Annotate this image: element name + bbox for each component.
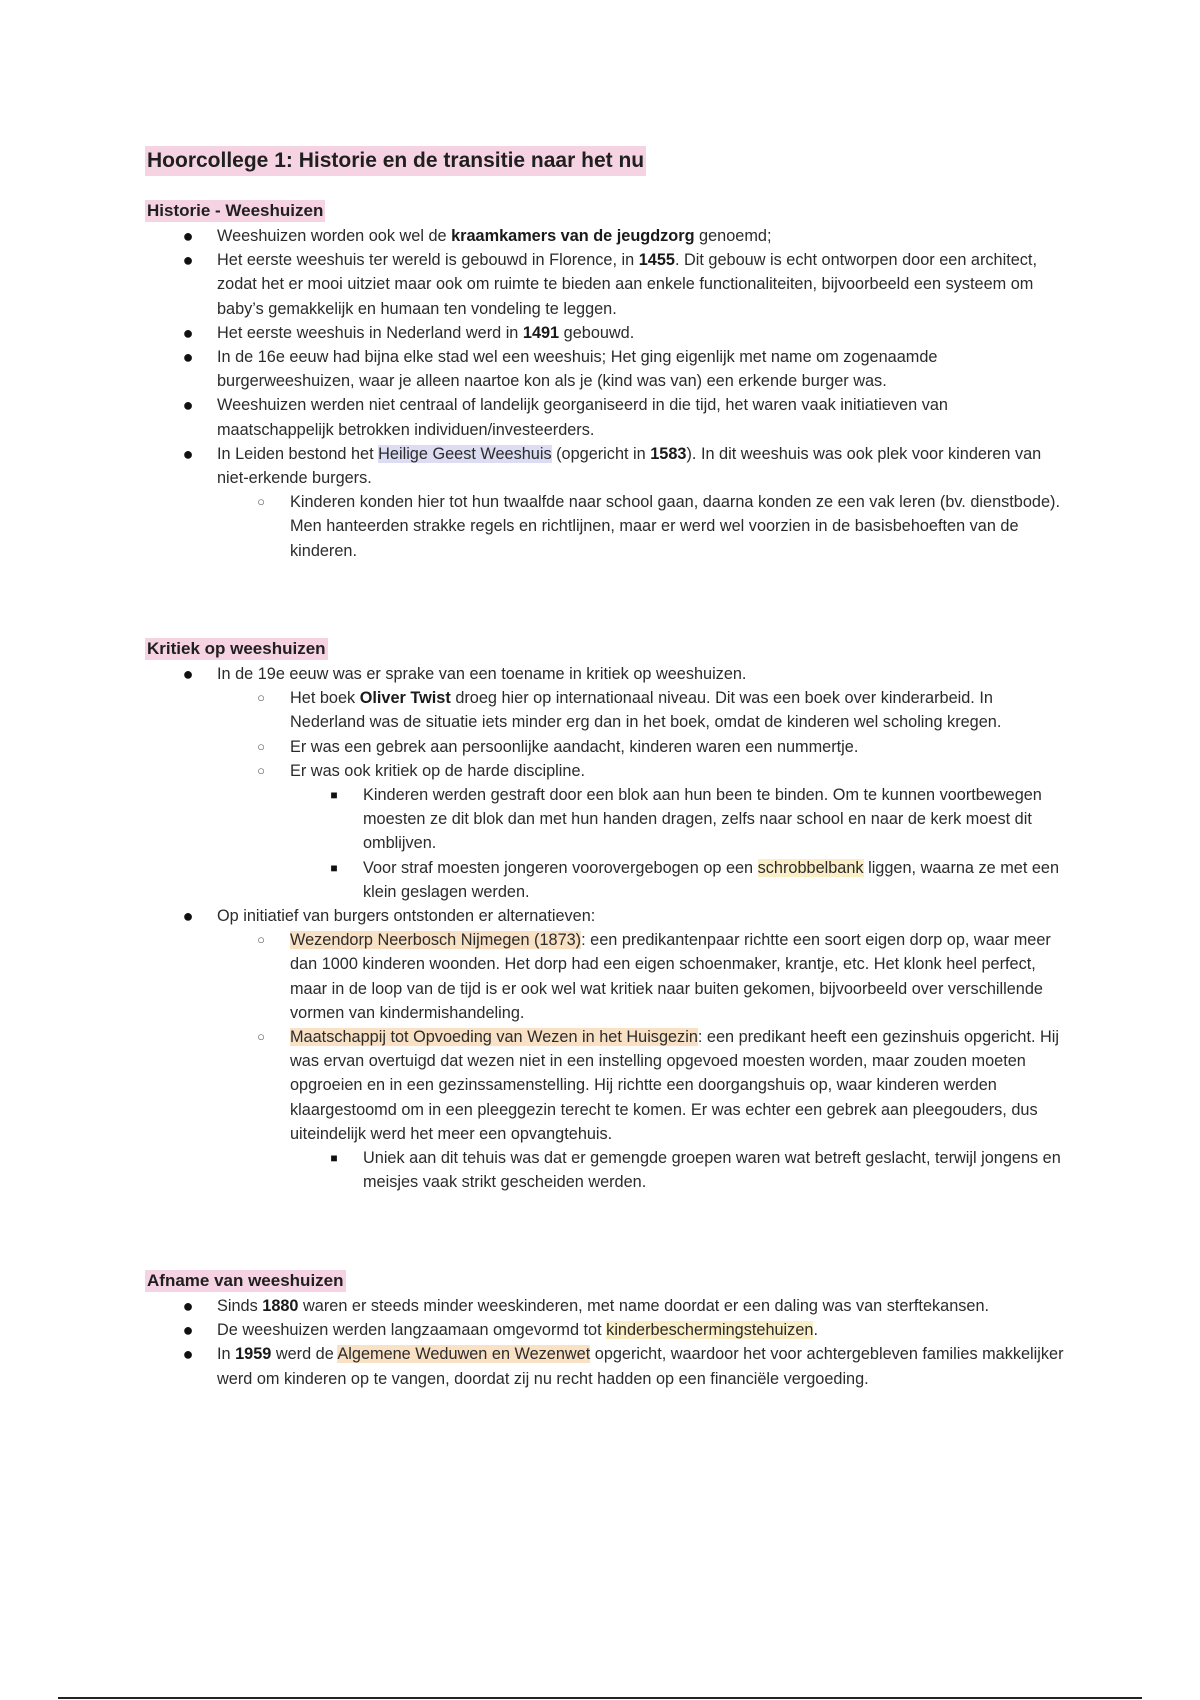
square-bullet-icon: ■ — [330, 1151, 338, 1166]
bullet-icon: ● — [182, 226, 194, 246]
bullet-list — [145, 1294, 1065, 1391]
highlighted-term: Heilige Geest Weeshuis — [378, 444, 552, 463]
bullet-icon: ● — [182, 1320, 194, 1341]
highlighted-term: schrobbelbank — [757, 858, 864, 877]
bullet-icon: ● — [182, 1344, 194, 1365]
list-item: ○ Wezendorp Neerbosch Nijmegen (1873): een predikantenpaar richtte een soort eigen dorp op, waar meer dan 1000 kinderen woonden. Het dorp had een eigen schoenmaker, krantje, etc. Het klonk heel perfect, maar in de loop van de tijd is er ook wel wat kritiek naar buiten gekomen, bijvoorbeeld over verschillende vormen van kindermishandeling. — [145, 928, 1065, 1025]
section-heading: Afname van weeshuizen — [147, 1271, 344, 1290]
list-item: ● Het eerste weeshuis in Nederland werd in 1491 gebouwd. — [145, 321, 1065, 345]
square-bullet-icon: ■ — [330, 860, 338, 875]
list-item: ● Op initiatief van burgers ontstonden er alternatieven: — [145, 904, 1065, 928]
bullet-icon: ● — [182, 1296, 194, 1316]
list-item: ■ Voor straf moesten jongeren voorovergebogen op een schrobbelbank liggen, waarna ze met een klein geslagen werden. — [145, 856, 1065, 904]
bullet-list — [145, 662, 1065, 1194]
bullet-icon: ● — [182, 250, 194, 271]
list-item: ■ Uniek aan dit tehuis was dat er gemengde groepen waren wat betreft geslacht, terwijl jongens en meisjes vaak strikt gescheiden werden. — [145, 1146, 1065, 1194]
highlighted-term: Algemene Weduwen en Wezenwet — [337, 1345, 591, 1364]
bullet-icon: ● — [182, 322, 194, 343]
hollow-bullet-icon: ○ — [257, 494, 265, 510]
section-historie — [145, 200, 1065, 563]
bullet-icon: ● — [182, 664, 194, 684]
page-title: Hoorcollege 1: Historie en de transitie naar het nu — [145, 146, 646, 176]
bullet-icon: ● — [182, 347, 194, 368]
list-item: ○ Er was een gebrek aan persoonlijke aandacht, kinderen waren een nummertje. — [145, 735, 1065, 759]
highlighted-term: Maatschappij tot Opvoeding van Wezen in het Huisgezin — [290, 1028, 698, 1047]
section-afname — [145, 1270, 1065, 1391]
highlighted-term: kinderbeschermingstehuizen — [606, 1321, 814, 1340]
bullet-icon: ● — [182, 906, 194, 927]
list-item: ■ Kinderen werden gestraft door een blok aan hun been te binden. Om te kunnen voortbewegen moesten ze dit blok dan met hun handen dragen, zelfs naar school en naar de kerk moest dit omblijven. — [145, 783, 1065, 856]
hollow-bullet-icon: ○ — [257, 738, 265, 754]
section-heading: Kritiek op weeshuizen — [147, 639, 326, 658]
list-item: ● In de 16e eeuw had bijna elke stad wel een weeshuis; Het ging eigenlijk met name om zogenaamde burgerweeshuizen, waar je alleen naartoe kon als je (kind was van) een erkende burger was. — [182, 347, 938, 391]
list-item: ● In Leiden bestond het Heilige Geest Weeshuis (opgericht in 1583). In dit weeshuis was ook plek voor kinderen van niet-erkende burgers. — [182, 443, 1042, 488]
list-item: ○ Er was ook kritiek op de harde discipline. — [145, 759, 1065, 783]
page-bottom-rule — [58, 1697, 1142, 1699]
hollow-bullet-icon: ○ — [257, 1029, 265, 1045]
hollow-bullet-icon: ○ — [257, 932, 265, 948]
list-item: ● Weeshuizen werden niet centraal of landelijk georganiseerd in die tijd, het waren vaak initiatieven van maatschappelijk betrokken individuen/investeerders. — [182, 395, 948, 439]
highlighted-term: Wezendorp Neerbosch Nijmegen (1873) — [290, 931, 582, 950]
list-item: ● Het eerste weeshuis ter wereld is gebouwd in Florence, in 1455. Dit gebouw is echt ontworpen door een architect, zodat het er mooi uitziet maar ook om ruimte te bieden aan enkele functionaliteiten, bijvoorbeeld een systeem om baby’s gemakkelijk en humaan ten vondeling te leggen. — [182, 250, 1037, 318]
list-item: ● Sinds 1880 waren er steeds minder weeskinderen, met name doordat er een daling was van sterftekansen. — [145, 1294, 1065, 1318]
square-bullet-icon: ■ — [330, 788, 338, 803]
hollow-bullet-icon: ○ — [257, 690, 265, 706]
list-item: ● In 1959 werd de Algemene Weduwen en Wezenwet opgericht, waardoor het voor achtergebleven families makkelijker werd om kinderen op te vangen, doordat zij nu recht hadden op een financiële vergoeding. — [182, 1344, 1064, 1388]
list-item: ○ Kinderen konden hier tot hun twaalfde naar school gaan, daarna konden ze een vak leren (bv. dienstbode). Men hanteerden strakke regels en richtlijnen, maar er werd wel voorzien in de basisbehoeften van de kinderen. — [145, 490, 1065, 563]
bullet-icon: ● — [182, 395, 194, 416]
list-item: ○ Het boek Oliver Twist droeg hier op internationaal niveau. Dit was een boek over kinderarbeid. In Nederland was de situatie iets minder erg dan in het boek, omdat de kinderen wel scholing kregen. — [145, 686, 1065, 734]
section-heading: Historie - Weeshuizen — [147, 201, 324, 220]
list-item: ● Weeshuizen worden ook wel de kraamkamers van de jeugdzorg genoemd; — [145, 224, 1065, 248]
list-item: ○ Maatschappij tot Opvoeding van Wezen in het Huisgezin: een predikant heeft een gezinshuis opgericht. Hij was ervan overtuigd dat wezen niet in een instelling opgevoed moesten worden, maar zouden moeten opgroeien en in een gezinssamenstelling. Hij richtte een doorgangshuis op, waar kinderen werden klaargestoomd om in een pleeggezin terecht te komen. Er was echter een gebrek aan pleegouders, dus uiteindelijk werd het meer een opvangtehuis. — [145, 1025, 1065, 1146]
section-kritiek — [145, 638, 1065, 1194]
list-item: ● De weeshuizen werden langzaamaan omgevormd tot kinderbeschermingstehuizen. — [145, 1318, 1065, 1342]
list-item: ● In de 19e eeuw was er sprake van een toename in kritiek op weeshuizen. — [145, 662, 1065, 686]
bullet-list — [145, 224, 1065, 563]
hollow-bullet-icon: ○ — [257, 762, 265, 778]
bullet-icon: ● — [182, 443, 194, 464]
